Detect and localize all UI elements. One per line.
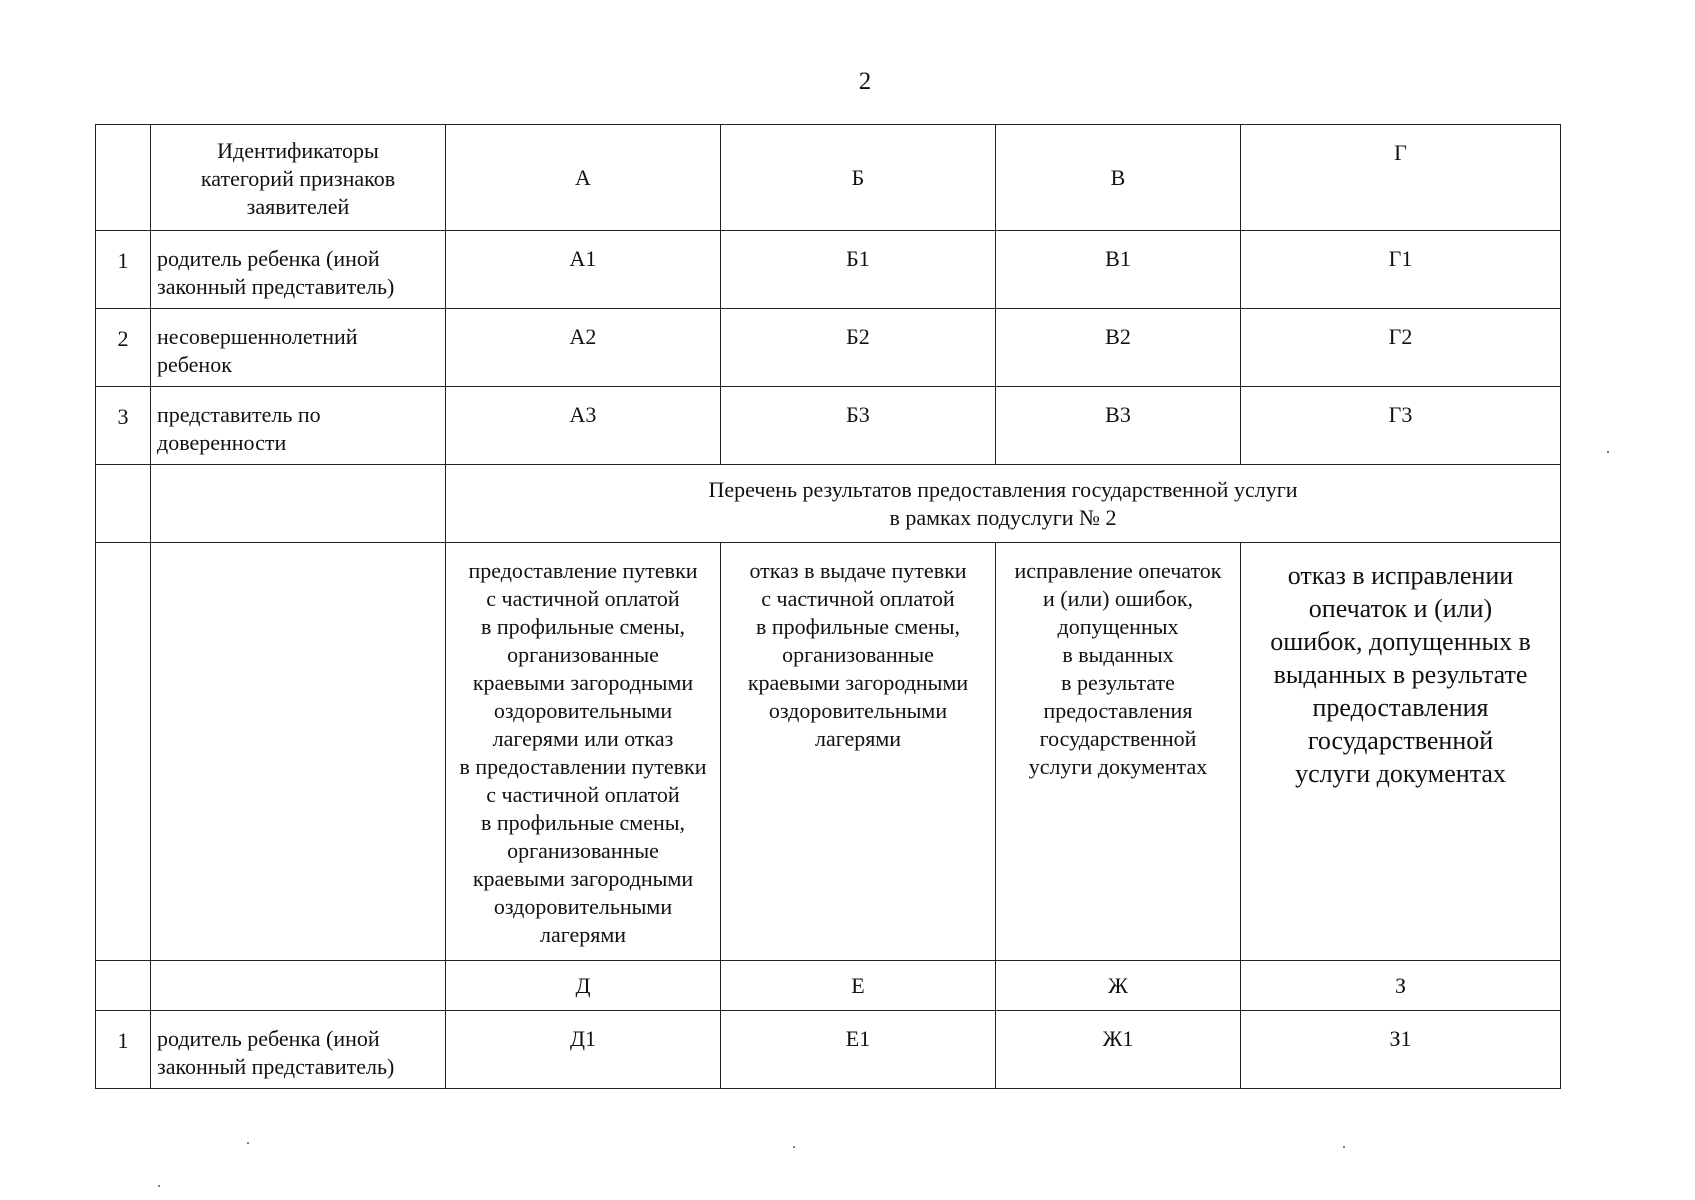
row-category-line: родитель ребенка (иной xyxy=(157,1026,380,1051)
empty-cell xyxy=(96,543,151,961)
row-category-name xyxy=(151,309,446,387)
result-letter: Е xyxy=(721,961,996,1011)
table-row xyxy=(96,387,1561,465)
row-code: Г1 xyxy=(1241,231,1561,309)
result-line: исправление опечаток xyxy=(1014,558,1222,583)
result-line: краевыми загородными xyxy=(472,670,694,695)
result-description xyxy=(446,543,721,961)
result-line: с частичной оплатой xyxy=(761,586,955,611)
scan-speck xyxy=(1607,451,1609,453)
row-code: В1 xyxy=(996,231,1241,309)
header-identifier-line: заявителей xyxy=(246,194,350,219)
result-description xyxy=(721,543,996,961)
row-code: В3 xyxy=(996,387,1241,465)
row-number: 3 xyxy=(96,387,151,465)
result-line: отказ в выдаче путевки xyxy=(749,558,967,583)
result-line: оздоровительными xyxy=(493,894,673,919)
result-letter: Д xyxy=(446,961,721,1011)
results-title-line: Перечень результатов предоставления государственной услуги xyxy=(708,476,1298,502)
row-code: З1 xyxy=(1241,1011,1561,1089)
result-line: оздоровительными xyxy=(493,698,673,723)
row-category-line: ребенок xyxy=(157,352,232,377)
header-column-v: В xyxy=(996,125,1241,231)
row-code: А1 xyxy=(446,231,721,309)
header-column-a: А xyxy=(446,125,721,231)
result-line: в выданных xyxy=(1062,642,1174,667)
result-line: организованные xyxy=(507,642,659,667)
result-line: с частичной оплатой xyxy=(486,586,680,611)
results-row xyxy=(96,543,1561,961)
scan-speck xyxy=(158,1185,160,1187)
result-line: предоставления xyxy=(1312,693,1489,722)
row-number: 1 xyxy=(96,231,151,309)
row-code: Б1 xyxy=(721,231,996,309)
result-line: краевыми загородными xyxy=(747,670,969,695)
row-category-line: доверенности xyxy=(157,430,287,455)
result-line: выданных в результате xyxy=(1273,660,1528,689)
row-category-line: законный представитель) xyxy=(157,1054,395,1079)
result-letter: Ж xyxy=(996,961,1241,1011)
result-line: услуги документах xyxy=(1028,754,1208,779)
row-number: 1 xyxy=(96,1011,151,1089)
scan-speck xyxy=(247,1142,249,1144)
result-line: ошибок, допущенных в xyxy=(1270,627,1531,656)
result-line: лагерями или отказ xyxy=(492,726,674,751)
row-category-name xyxy=(151,231,446,309)
result-line: услуги документах xyxy=(1295,759,1506,788)
header-row xyxy=(96,125,1561,231)
results-title-line: в рамках подуслуги № 2 xyxy=(889,504,1117,530)
result-line: опечаток и (или) xyxy=(1308,594,1493,623)
empty-cell xyxy=(151,465,446,543)
row-category-name xyxy=(151,387,446,465)
result-line: и (или) ошибок, xyxy=(1042,586,1194,611)
result-letters-row xyxy=(96,961,1561,1011)
row-code: Г3 xyxy=(1241,387,1561,465)
row-category-name xyxy=(151,1011,446,1089)
result-line: предоставления xyxy=(1043,698,1193,723)
table-row xyxy=(96,309,1561,387)
header-identifier-line: Идентификаторы xyxy=(217,138,379,163)
row-code: Е1 xyxy=(721,1011,996,1089)
header-identifier-cell xyxy=(151,125,446,231)
result-description xyxy=(996,543,1241,961)
result-line: допущенных xyxy=(1057,614,1179,639)
row-code: А2 xyxy=(446,309,721,387)
table-row xyxy=(96,231,1561,309)
row-category-line: родитель ребенка (иной xyxy=(157,246,380,271)
result-letter: З xyxy=(1241,961,1561,1011)
result-line: отказ в исправлении xyxy=(1287,561,1514,590)
result-line: организованные xyxy=(507,838,659,863)
result-line: государственной xyxy=(1307,726,1494,755)
row-code: В2 xyxy=(996,309,1241,387)
header-column-g: Г xyxy=(1241,125,1561,231)
scan-speck xyxy=(793,1146,795,1148)
result-line: оздоровительными xyxy=(768,698,948,723)
row-code: Ж1 xyxy=(996,1011,1241,1089)
header-number-cell xyxy=(96,125,151,231)
result-line: лагерями xyxy=(539,922,627,947)
empty-cell xyxy=(96,961,151,1011)
empty-cell xyxy=(96,465,151,543)
result-line: в профильные смены, xyxy=(755,614,961,639)
row-code: А3 xyxy=(446,387,721,465)
result-line: организованные xyxy=(782,642,934,667)
result-line: лагерями xyxy=(814,726,902,751)
results-title xyxy=(446,465,1561,543)
results-title-row xyxy=(96,465,1561,543)
result-line: в профильные смены, xyxy=(480,810,686,835)
header-identifier-line: категорий признаков xyxy=(200,166,396,191)
page-number: 2 xyxy=(858,68,872,95)
row-number: 2 xyxy=(96,309,151,387)
empty-cell xyxy=(151,543,446,961)
row-category-line: несовершеннолетний xyxy=(157,324,358,349)
row-category-line: законный представитель) xyxy=(157,274,395,299)
row-code: Б2 xyxy=(721,309,996,387)
result-line: государственной xyxy=(1039,726,1197,751)
table-row xyxy=(96,1011,1561,1089)
result-line: предоставление путевки xyxy=(468,558,698,583)
result-line: краевыми загородными xyxy=(472,866,694,891)
row-code: Б3 xyxy=(721,387,996,465)
header-column-b: Б xyxy=(721,125,996,231)
empty-cell xyxy=(151,961,446,1011)
result-description xyxy=(1241,543,1561,961)
result-line: с частичной оплатой xyxy=(486,782,680,807)
row-category-line: представитель по xyxy=(157,402,321,427)
result-line: в результате xyxy=(1061,670,1175,695)
result-line: в предоставлении путевки xyxy=(459,754,707,779)
scan-speck xyxy=(1343,1146,1345,1148)
result-line: в профильные смены, xyxy=(480,614,686,639)
applicant-results-table xyxy=(95,124,1561,1089)
row-code: Д1 xyxy=(446,1011,721,1089)
row-code: Г2 xyxy=(1241,309,1561,387)
